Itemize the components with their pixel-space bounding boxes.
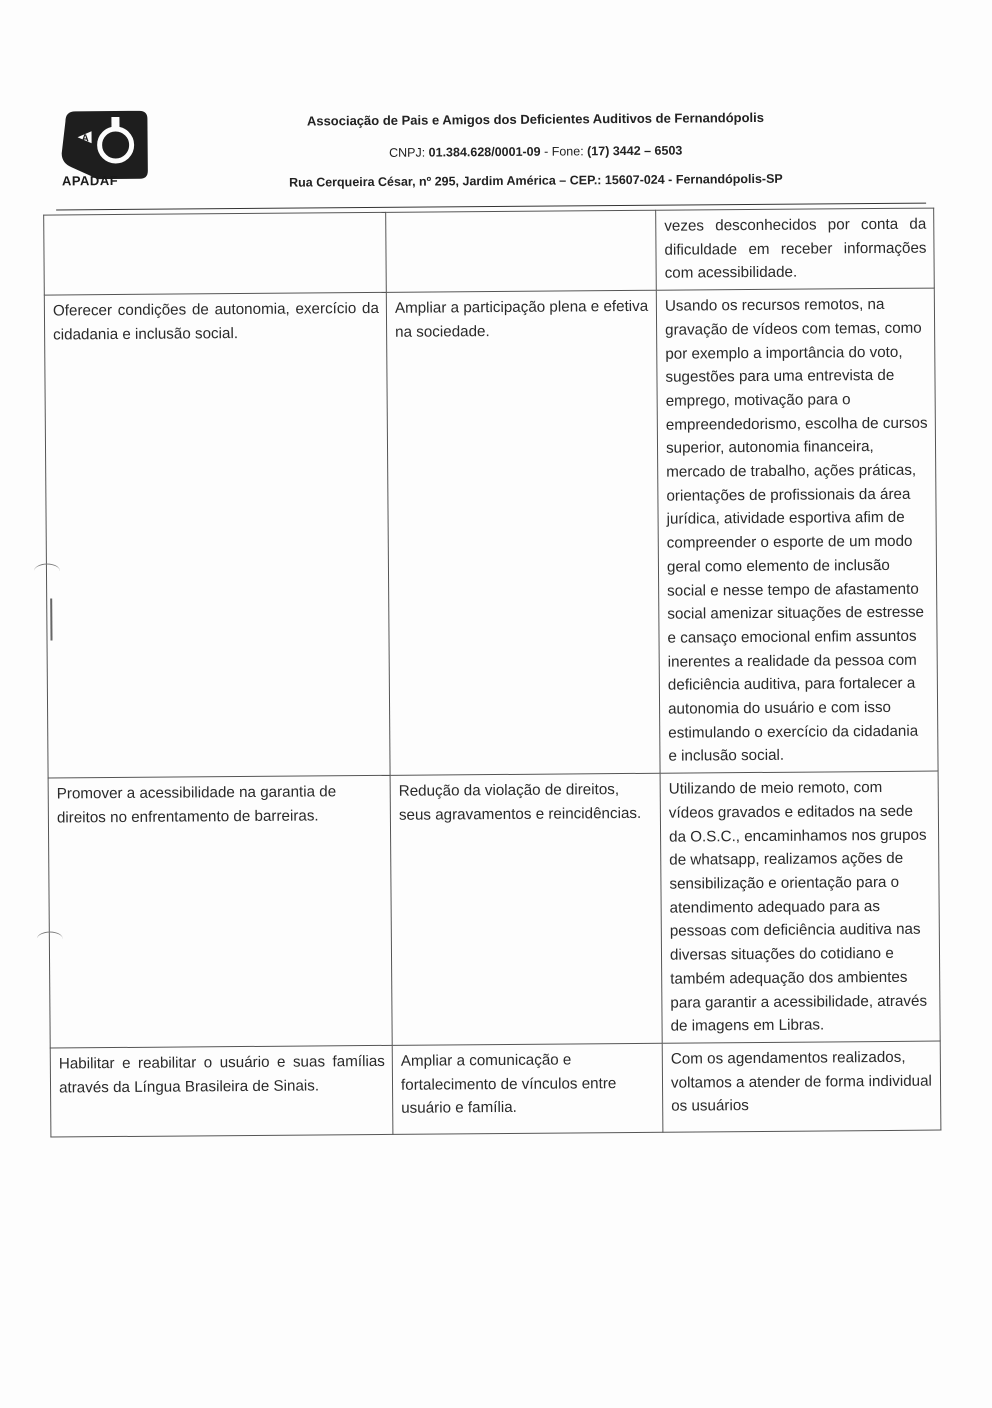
table-cell-action: Usando os recursos remotos, na gravação de vídeos com temas, como por exemplo a importância do voto, sugestões para uma entrevista de emprego, motivação para o empreendedorismo, escolha de cursos superior, autonomia financeira, mercado de trabalho, ações práticas, orientações de profissionais da área jurídica, atividade esportiva afim de compreender o esporte de um modo geral como elemento de inclusão social e nesse tempo de afastamento social amenizar situações de estresse e cansaço emocional enfim assuntos inerentes a realidade da pessoa com deficiência auditiva, para fortalecer a autonomia do usuário e com isso estimulando o exercício da cidadania e inclusão social.: [656, 288, 938, 773]
table-cell-objective: Habilitar e reabilitar o usuário e suas famílias através da Língua Brasileira de Sinais.: [50, 1045, 393, 1137]
table-cell-goal: Redução da violação de direitos, seus agravamentos e reincidências.: [390, 773, 662, 1045]
cnpj-label: CNPJ:: [389, 145, 429, 160]
table-cell-action: Utilizando de meio remoto, com vídeos gravados e editados na sede da O.S.C., encaminhamos nos grupos de whatsapp, realizamos ações de sensibilização e orientação para o atendimento adequado para as pessoas com deficiência auditiva nas diversas situações do cotidiano e também adequação dos ambientes para garantir a acessibilidade, através de imagens em Libras.: [660, 771, 940, 1043]
table-cell-goal: Ampliar a comunicação e fortalecimento de vínculos entre usuário e família.: [392, 1043, 663, 1134]
scan-mark: [34, 563, 60, 578]
table-cell-action: Com os agendamentos realizados, voltamos a atender de forma individual os usuários: [662, 1041, 941, 1132]
table-cell-action: vezes desconhecidos por conta da dificuldade em receber informações com acessibilidade.: [656, 208, 935, 290]
cnpj-value: 01.384.628/0001-09: [428, 144, 541, 160]
scan-mark: [50, 599, 52, 641]
phone-label: - Fone:: [540, 144, 588, 159]
table-row: [50, 1041, 941, 1137]
address-line: Rua Cerqueira César, nº 295, Jardim América – CEP.: 15607-024 - Fernandópolis-SP: [289, 171, 783, 190]
scan-mark: [37, 931, 63, 946]
org-name: Associação de Pais e Amigos dos Deficientes Auditivos de Fernandópolis: [306, 109, 765, 129]
table-cell-goal: [386, 210, 657, 292]
svg-text:A: A: [81, 133, 89, 145]
table-cell-objective: Oferecer condições de autonomia, exercício da cidadania e inclusão social.: [44, 292, 390, 778]
table-row: [44, 208, 935, 295]
table-cell-objective: Promover a acessibilidade na garantia de direitos no enfrentamento de barreiras.: [48, 776, 392, 1048]
cnpj-phone-line: [196, 142, 876, 161]
table-row: [44, 288, 938, 778]
activities-table: [43, 208, 941, 1138]
table-row: [48, 771, 940, 1048]
table-cell-goal: Ampliar a participação plena e efetiva na sociedade.: [386, 290, 660, 775]
page-bottom-margin: [0, 1336, 992, 1404]
table-cell-objective: [44, 212, 387, 295]
phone-value: (17) 3442 – 6503: [587, 143, 683, 159]
logo-wordmark: APADAF: [61, 172, 119, 189]
